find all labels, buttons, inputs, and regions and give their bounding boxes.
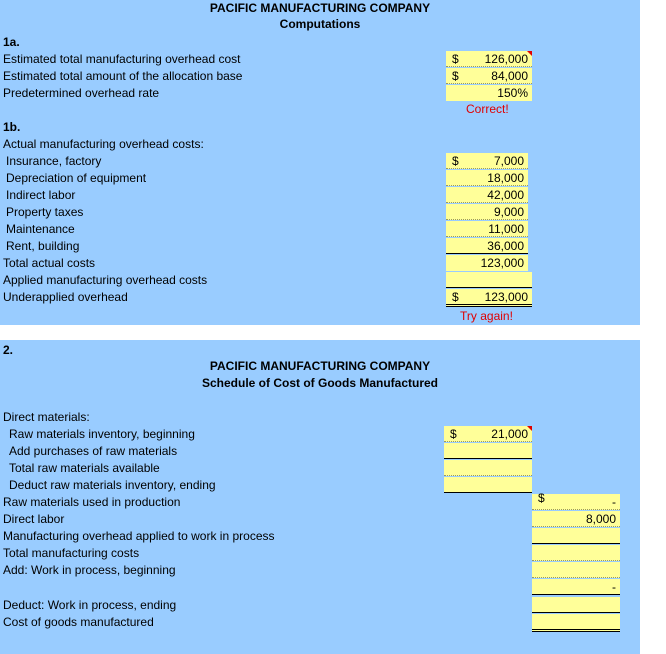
comment-marker-icon[interactable] [527,51,532,56]
underapplied-label: Underapplied overhead [3,290,128,304]
est-total-base-value: 84,000 [491,69,528,83]
dollar-sign: $ [450,427,457,441]
dollar-sign: $ [452,69,459,83]
subtotal-input[interactable] [532,579,620,595]
section-1b-label: 1b. [3,120,21,134]
add-purchases-label: Add purchases of raw materials [9,444,178,458]
item-value-cell[interactable] [446,204,528,220]
pohr-label: Predetermined overhead rate [3,86,160,100]
dollar-sign: $ [452,52,459,66]
item-value-cell[interactable] [446,238,528,254]
item-value-cell[interactable] [446,153,528,169]
cogm-schedule-panel [0,340,640,654]
section-2-label: 2. [3,343,14,357]
applied-label: Applied manufacturing overhead costs [3,273,208,287]
schedule-subtitle: Schedule of Cost of Goods Manufactured [201,376,438,390]
feedback-1b: Try again! [460,309,513,323]
rm-begin-label: Raw materials inventory, beginning [9,427,195,441]
rm-used-input[interactable] [532,491,620,510]
wip-end-label: Deduct: Work in process, ending [3,598,177,612]
item-label: Indirect labor [6,188,76,202]
item-label: Maintenance [6,222,75,236]
dollar-sign: $ [452,154,459,168]
moh-applied-input[interactable] [532,528,620,544]
deduct-rm-end-label: Deduct raw materials inventory, ending [9,478,216,492]
total-actual-cell[interactable] [446,255,528,271]
item-value-cell[interactable] [446,170,528,186]
underapplied-input[interactable] [446,289,532,307]
schedule-company-title: PACIFIC MANUFACTURING COMPANY [209,359,431,373]
item-label: Insurance, factory [6,154,102,168]
cogm-input[interactable] [532,614,620,632]
rm-used-label: Raw materials used in production [3,495,181,509]
item-value: 36,000 [487,239,524,253]
wip-begin-label: Add: Work in process, beginning [3,563,176,577]
item-value: 42,000 [487,188,524,202]
computations-subtitle: Computations [279,17,361,31]
wip-end-input[interactable] [532,597,620,613]
est-total-base-input[interactable] [446,68,532,84]
section-1a-label: 1a. [3,35,20,49]
est-total-moh-label: Estimated total manufacturing overhead cost [3,52,241,66]
subtotal-value: - [612,580,616,594]
wip-begin-input[interactable] [532,562,620,578]
item-value-cell[interactable] [446,187,528,203]
moh-applied-label: Manufacturing overhead applied to work in process [3,529,275,543]
rm-begin-value: 21,000 [491,427,528,441]
underapplied-value: 123,000 [484,290,528,304]
direct-labor-value: 8,000 [585,512,616,526]
total-mfg-label: Total manufacturing costs [3,546,140,560]
total-actual-label: Total actual costs [3,256,96,270]
actual-moh-label: Actual manufacturing overhead costs: [3,137,204,151]
applied-input[interactable] [446,272,532,288]
cogm-label: Cost of goods manufactured [3,615,154,629]
deduct-rm-end-input[interactable] [444,477,532,493]
computations-panel [0,0,640,325]
dollar-sign: $ [452,290,459,304]
add-purchases-input[interactable] [444,443,532,459]
direct-materials-label: Direct materials: [3,410,90,424]
rm-begin-input[interactable] [444,426,532,442]
company-title: PACIFIC MANUFACTURING COMPANY [209,1,431,15]
est-total-moh-value: 126,000 [484,52,528,66]
item-label: Rent, building [6,239,80,253]
dollar-sign: $ [538,491,545,505]
feedback-1a: Correct! [466,102,509,116]
rm-used-value: - [612,495,616,509]
total-rm-label: Total raw materials available [9,461,160,475]
pohr-input[interactable] [446,85,532,101]
item-label: Depreciation of equipment [6,171,147,185]
comment-marker-icon[interactable] [527,426,532,431]
est-total-moh-input[interactable] [446,51,532,67]
item-value-cell[interactable] [446,221,528,237]
total-actual-value: 123,000 [480,256,524,270]
total-mfg-input[interactable] [532,545,620,561]
pohr-value: 150% [497,86,528,100]
direct-labor-input[interactable] [532,511,620,527]
item-value: 9,000 [493,205,524,219]
item-value: 7,000 [493,154,524,168]
direct-labor-label: Direct labor [3,512,65,526]
item-value: 18,000 [487,171,524,185]
item-value: 11,000 [488,222,524,236]
total-rm-input[interactable] [444,460,532,476]
est-total-base-label: Estimated total amount of the allocation base [3,69,243,83]
item-label: Property taxes [6,205,84,219]
